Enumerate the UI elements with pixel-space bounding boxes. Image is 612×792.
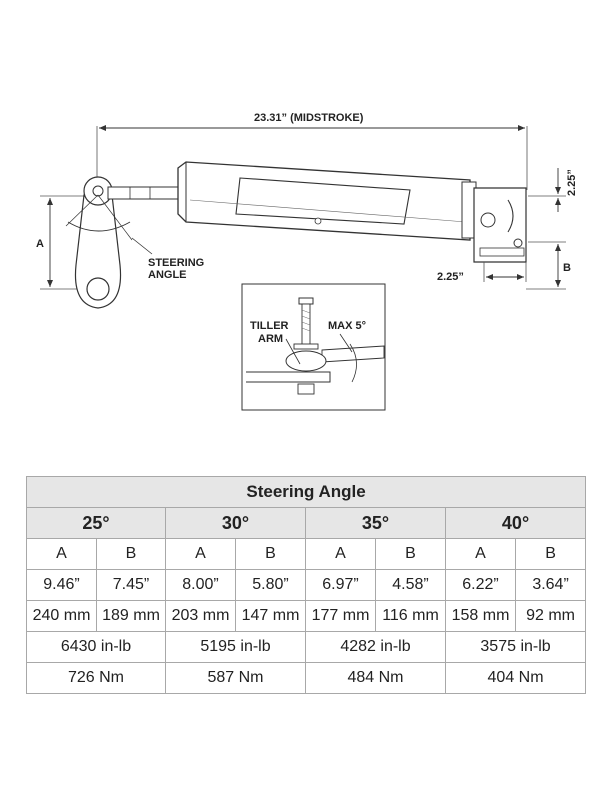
torque-nm-cell: 726 Nm [27,663,166,694]
table-row-mm [27,601,586,632]
subheader-cell: B [516,539,586,570]
inch-cell: 8.00” [166,570,236,601]
piston-rod [108,187,180,199]
overall-length-label: 23.31” (MIDSTROKE) [254,112,364,124]
angle-header-35: 35° [306,508,446,539]
mm-cell: 177 mm [306,601,376,632]
cylinder-body [178,162,476,240]
inch-cell: 5.80” [236,570,306,601]
mm-cell: 240 mm [27,601,97,632]
table-title: Steering Angle [27,477,586,508]
table-row-subheaders [27,539,586,570]
tiller-arm-label-line2: ARM [258,333,284,345]
table-row-torque-nm [27,663,586,694]
tiller-arm-label-line1: TILLER [250,320,289,332]
clevis-height-dimension [526,168,566,289]
inch-cell: 6.97” [306,570,376,601]
mm-cell: 147 mm [236,601,306,632]
clevis-height-label: 2.25” [566,169,578,196]
mm-cell: 158 mm [446,601,516,632]
steering-angle-label-line1: STEERING [148,257,205,269]
angle-header-40: 40° [446,508,586,539]
subheader-cell: B [97,539,166,570]
subheader-cell: A [27,539,97,570]
torque-inlb-cell: 6430 in-lb [27,632,166,663]
angle-header-30: 30° [166,508,306,539]
subheader-cell: A [446,539,516,570]
angle-header-25: 25° [27,508,166,539]
mm-cell: 116 mm [376,601,446,632]
tiller-detail-box [242,284,385,410]
inch-cell: 6.22” [446,570,516,601]
steering-angle-table [26,476,586,694]
mm-cell: 92 mm [516,601,586,632]
inch-cell: 3.64” [516,570,586,601]
torque-nm-cell: 404 Nm [446,663,586,694]
dimension-a-label: A [36,238,44,250]
steering-angle-label-line2: ANGLE [148,269,187,281]
clevis-width-dimension [484,262,526,282]
subheader-cell: A [166,539,236,570]
inch-cell: 9.46” [27,570,97,601]
torque-inlb-cell: 5195 in-lb [166,632,306,663]
clevis-mount [474,188,526,262]
torque-nm-cell: 587 Nm [166,663,306,694]
dimension-b-label: B [563,262,571,274]
subheader-cell: A [306,539,376,570]
subheader-cell: B [236,539,306,570]
mm-cell: 203 mm [166,601,236,632]
torque-inlb-cell: 4282 in-lb [306,632,446,663]
torque-inlb-cell: 3575 in-lb [446,632,586,663]
table-row-inches [27,570,586,601]
max-angle-label: MAX 5° [328,320,367,332]
inch-cell: 4.58” [376,570,446,601]
clevis-width-label: 2.25” [437,271,464,283]
subheader-cell: B [376,539,446,570]
table-row-torque-inlb [27,632,586,663]
inch-cell: 7.45” [97,570,166,601]
torque-nm-cell: 484 Nm [306,663,446,694]
mm-cell: 189 mm [97,601,166,632]
